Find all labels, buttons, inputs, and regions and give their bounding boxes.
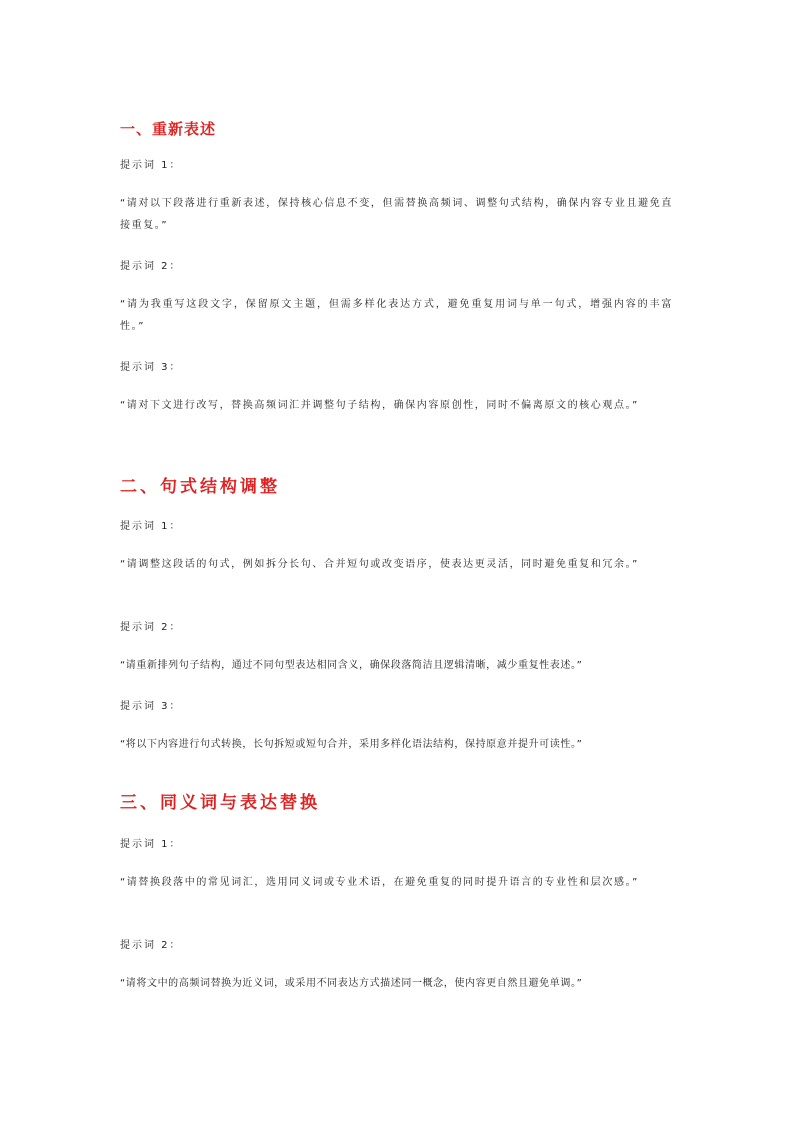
prompt-label: 提示词 3： bbox=[120, 362, 182, 373]
prompt-text: “请对下文进行改写，替换高频词汇并调整句子结构，确保内容原创性，同时不偏离原文的核心观点。” bbox=[120, 400, 639, 411]
prompt-text: “请对以下段落进行重新表述，保持核心信息不变，但需替换高频词、调整句式结构，确保内容专业且避免直接重复。” bbox=[120, 198, 673, 231]
prompt-label: 提示词 3： bbox=[120, 701, 182, 712]
section-title-rephrase: 一、重新表述 bbox=[120, 120, 217, 138]
section-title-synonym-replacement: 三、同义词与表达替换 bbox=[120, 793, 320, 813]
prompt-label: 提示词 2： bbox=[120, 261, 182, 272]
prompt-text: “请为我重写这段文字，保留原文主题，但需多样化表达方式，避免重复用词与单一句式，增强内容的丰富性。” bbox=[120, 299, 673, 332]
prompt-text: “将以下内容进行句式转换，长句拆短或短句合并，采用多样化语法结构，保持原意并提升可读性。” bbox=[120, 739, 583, 750]
prompt-label: 提示词 1： bbox=[120, 839, 182, 850]
prompt-label: 提示词 2： bbox=[120, 622, 182, 633]
prompt-label: 提示词 1： bbox=[120, 521, 182, 532]
prompt-text: “请调整这段话的句式，例如拆分长句、合并短句或改变语序，使表达更灵活，同时避免重复和冗余。” bbox=[120, 559, 639, 570]
prompt-label: 提示词 1： bbox=[120, 160, 182, 171]
section-title-sentence-structure: 二、句式结构调整 bbox=[120, 477, 280, 497]
prompt-text: “请替换段落中的常见词汇，选用同义词或专业术语，在避免重复的同时提升语言的专业性和层次感。” bbox=[120, 877, 639, 888]
prompt-text: “请将文中的高频词替换为近义词，或采用不同表达方式描述同一概念，使内容更自然且避免单调。” bbox=[120, 978, 583, 989]
prompt-text: “请重新排列句子结构，通过不同句型表达相同含义，确保段落简洁且逻辑清晰，减少重复性表述。” bbox=[120, 660, 583, 671]
prompt-label: 提示词 2： bbox=[120, 940, 182, 951]
